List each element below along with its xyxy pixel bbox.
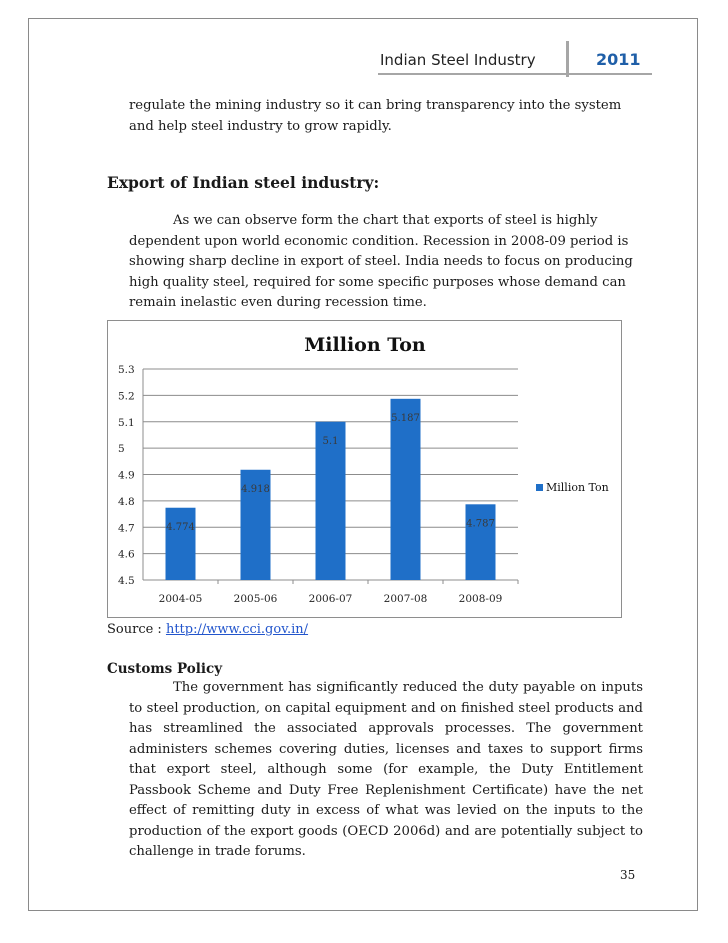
source-label: Source : (107, 622, 162, 637)
y-tick-label: 4.5 (118, 575, 135, 587)
source-line (107, 622, 308, 637)
intro-paragraph: regulate the mining industry so it can bring transparency into the system and help steel industry to grow rapidly. (129, 98, 622, 134)
header-title: Indian Steel Industry (380, 51, 536, 69)
export-heading: Export of Indian steel industry: (107, 173, 380, 192)
customs-paragraph: The government has significantly reduced the duty payable on inputs to steel production, on capital equipment and on finished steel products and has streamlined the associated approvals processes. The government administers schemes covering duties, licenses and taxes to support firms that export steel, although some (for example, the Duty Entitlement Passbook Scheme and Duty Free Replenishment Certificate) have the net effect of remitting duty in excess of what was levied on the inputs to the production of the export goods (OECD 2006d) and are potentially subject to challenge in trade forums. (129, 680, 643, 859)
y-tick-label: 4.7 (118, 522, 135, 535)
legend-label: Million Ton (546, 481, 609, 494)
data-label: 5.187 (391, 413, 420, 425)
y-tick-label: 5.3 (118, 364, 135, 376)
header-year: 2011 (596, 50, 641, 69)
chart-canvas (108, 321, 621, 617)
x-tick-label: 2006-07 (308, 593, 353, 605)
data-label: 5.1 (322, 436, 339, 448)
y-tick-label: 5.2 (118, 390, 135, 403)
data-label: 4.787 (466, 518, 495, 530)
y-tick-label: 4.6 (118, 548, 135, 561)
export-paragraph: As we can observe form the chart that exports of steel is highly dependent upon world economic condition. Recession in 2008-09 period is showing sharp decline in export of steel. India needs to focus on producing high quality steel, required for some specific purposes whose demand can remain inelastic even during recession time. (129, 213, 633, 310)
y-tick-label: 5.1 (118, 416, 135, 429)
x-tick-label: 2008-09 (458, 593, 503, 605)
page-number: 35 (620, 868, 636, 882)
export-chart (107, 320, 622, 618)
bar (466, 504, 496, 580)
x-tick-label: 2005-06 (233, 593, 278, 605)
header-rule (378, 73, 652, 75)
x-tick-label: 2004-05 (158, 593, 203, 605)
bar (166, 508, 196, 580)
x-tick-label: 2007-08 (383, 593, 428, 605)
data-label: 4.774 (166, 522, 195, 534)
y-tick-label: 5 (118, 443, 125, 456)
legend-swatch (536, 484, 543, 491)
y-tick-label: 4.9 (118, 469, 135, 482)
y-tick-label: 4.8 (118, 495, 135, 508)
bar (391, 399, 421, 580)
data-label: 4.918 (241, 484, 270, 496)
header-separator (566, 41, 569, 77)
chart-legend (536, 481, 609, 494)
chart-title: Million Ton (304, 334, 426, 356)
customs-heading: Customs Policy (107, 661, 223, 677)
source-link[interactable]: http://www.cci.gov.in/ (165, 622, 309, 637)
